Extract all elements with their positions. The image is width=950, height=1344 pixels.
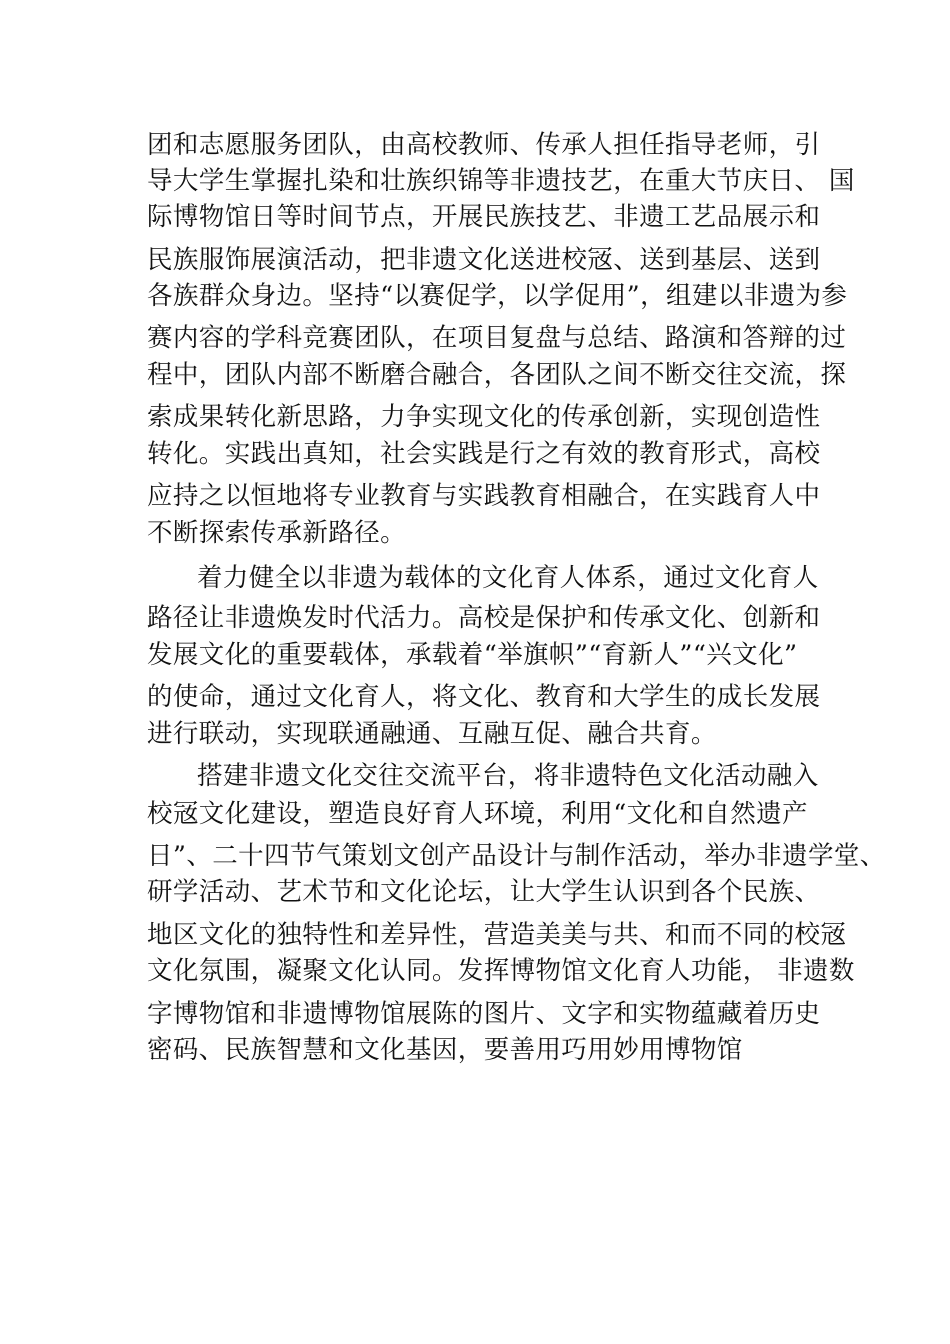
text-line: 程中，团队内部不断磨合融合，各团队之间不断交往交流，探: [147, 360, 847, 390]
text-line: 索成果转化新思路，力争实现文化的传承创新，实现创造性: [147, 402, 821, 432]
text-line: 转化。实践出真知，社会实践是行之有效的教育形式，高校: [147, 439, 821, 469]
text-line: 路径让非遗焕发时代活力。高校是保护和传承文化、创新和: [147, 603, 821, 633]
text-line: 导大学生掌握扎染和壮族织锦等非遗技艺，在重大节庆日、 国: [147, 166, 855, 196]
text-line: 进行联动，实现联通融通、互融互促、融合共育。: [147, 719, 717, 749]
text-line: 发展文化的重要载体，承载着“举旗帜”“育新人”“兴文化”: [147, 640, 798, 670]
text-line: 文化氛围，凝聚文化认同。发挥博物馆文化育人功能， 非遗数: [147, 956, 855, 986]
text-line: 团和志愿服务团队，由高校教师、传承人担任指导老师，引: [147, 130, 821, 160]
text-line: 地区文化的独特性和差异性，营造美美与共、和而不同的校㓂: [147, 920, 847, 950]
text-line: 各族群众身边。坚持“以赛促学，以学促用”，组建以非遗为参: [147, 281, 848, 311]
text-line: 字博物馆和非遗博物馆展陈的图片、文字和实物蕴藏着历史: [147, 999, 821, 1029]
text-line: 搭建非遗文化交往交流平台，将非遗特色文化活动融入: [197, 761, 819, 791]
text-line: 应持之以恒地将专业教育与实践教育相融合，在实践育人中: [147, 481, 821, 511]
text-line: 研学活动、艺术节和文化论坛，让大学生认识到各个民族、: [147, 877, 821, 907]
text-line: 际博物馆日等时间节点，开展民族技艺、非遗工艺品展示和: [147, 202, 821, 232]
text-line: 的使命，通过文化育人，将文化、教育和大学生的成长发展: [147, 682, 821, 712]
text-line: 校㓂文化建设，塑造良好育人环境，利用“文化和自然遗产: [147, 799, 808, 829]
text-line: 民族服饰展演活动，把非遗文化送进校㓂、送到基层、送到: [147, 245, 821, 275]
text-line: 日”、二十四节气策划文创产品设计与制作活动，举办非遗学堂、: [147, 841, 886, 871]
text-line: 赛内容的学科竞赛团队，在项目复盘与总结、路演和答辩的过: [147, 323, 847, 353]
text-line: 密码、民族智慧和文化基因，要善用巧用妙用博物馆: [147, 1035, 743, 1065]
text-line: 着力健全以非遗为载体的文化育人体系，通过文化育人: [197, 563, 819, 593]
text-line: 不断探索传承新路径。: [147, 518, 407, 548]
